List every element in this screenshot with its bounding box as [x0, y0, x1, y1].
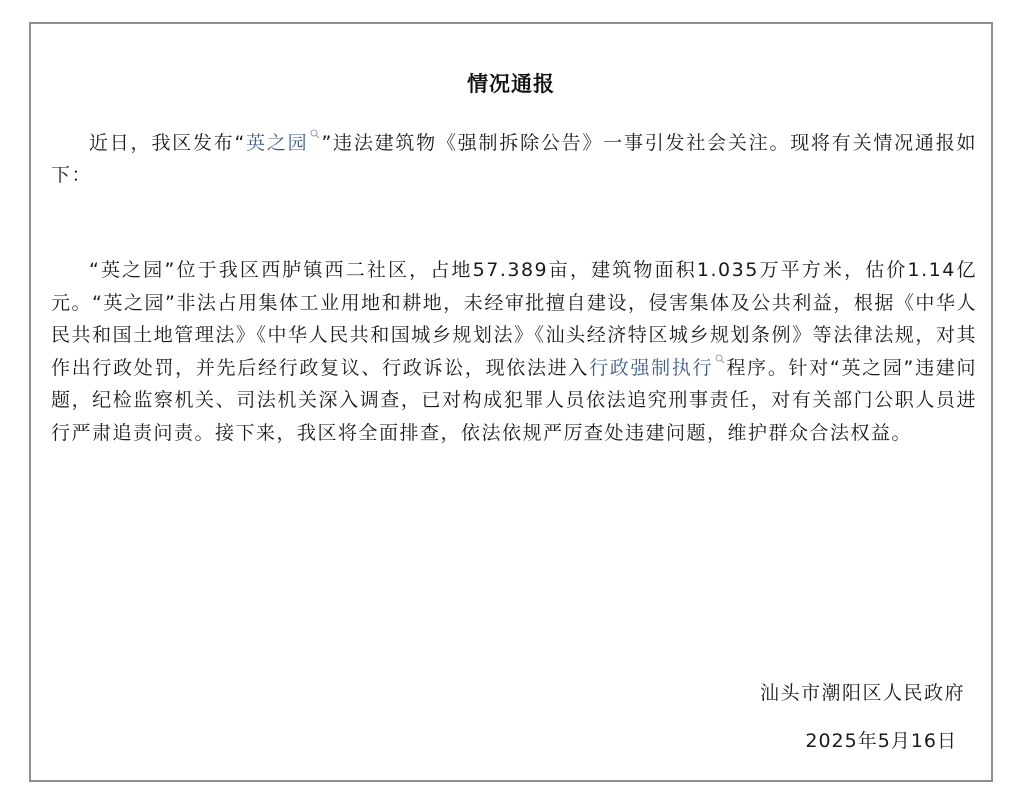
- notice-title: 情况通报: [467, 72, 555, 96]
- paragraph-intro-text-end: ”违法建筑物《强制拆除公告》一事引发社会关注。现将有关情况通报如下：: [51, 132, 977, 186]
- issuer-signature: 汕头市潮阳区人民政府: [759, 682, 965, 704]
- paragraph-intro: [51, 127, 977, 191]
- search-icon[interactable]: [715, 354, 725, 364]
- keyword-link-yingzhiyuan[interactable]: 英之园: [245, 132, 309, 154]
- issue-date: 2025年5月16日: [805, 730, 957, 752]
- paragraph-details-text-end: 程序。针对“英之园”违建问题，纪检监察机关、司法机关深入调查，已对构成犯罪人员依法追究刑事责任，对有关部门公职人员进行严肃追责问责。接下来，我区将全面排查，依法依规严厉查处违建问题，维护群众合法权益。: [51, 356, 977, 444]
- search-icon[interactable]: [310, 129, 320, 139]
- keyword-link-enforcement[interactable]: 行政强制执行: [589, 356, 714, 379]
- paragraph-details: [51, 254, 977, 450]
- paragraph-details-text-start: “英之园”位于我区西胪镇西二社区，占地57.389亩，建筑物面积1.035万平方米，估价1.14亿元。“英之园”非法占用集体工业用地和耕地，未经审批擅自建设，侵害集体及公共利益，根据《中华人民共和国土地管理法》《中华人民共和国城乡规划法》《汕头经济特区城乡规划条例》等法律法规，对其作出行政处罚，并先后经行政复议、行政诉讼，现依法进入: [51, 259, 977, 379]
- notice-document: [29, 22, 993, 782]
- paragraph-intro-text-start: 近日，我区发布“: [89, 132, 246, 154]
